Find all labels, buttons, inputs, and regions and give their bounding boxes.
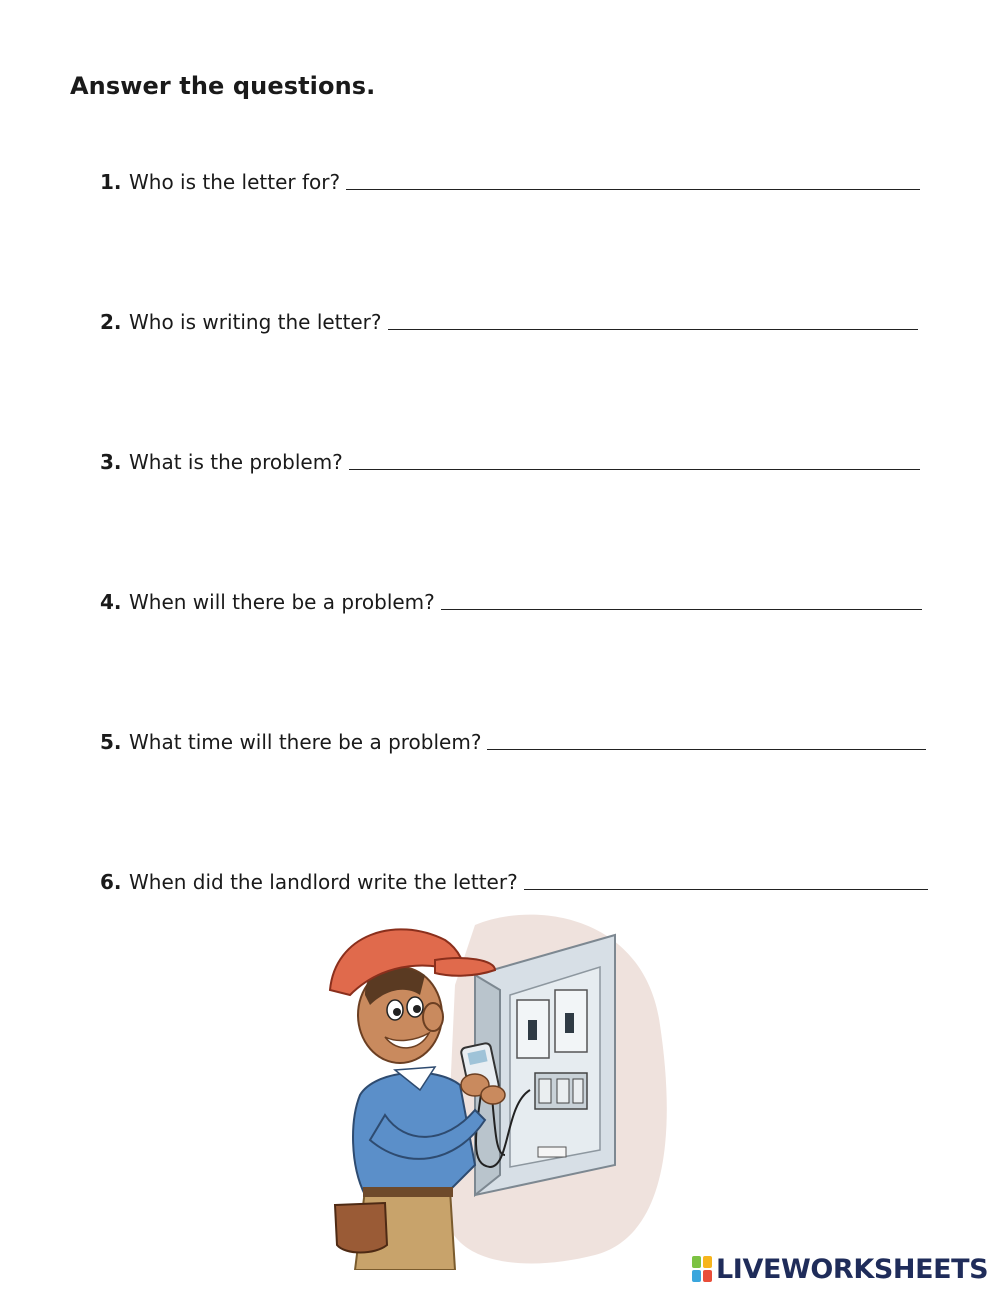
- question-1: [100, 166, 920, 194]
- question-6: [100, 866, 928, 894]
- question-5: [100, 726, 926, 754]
- brand-name: LIVEWORKSHEETS: [716, 1253, 989, 1285]
- liveworksheets-logo-icon: [692, 1256, 712, 1282]
- answer-line-4[interactable]: [441, 609, 922, 610]
- question-number: 6.: [100, 870, 122, 894]
- question-text: When will there be a problem?: [129, 590, 435, 614]
- question-text: Who is the letter for?: [129, 170, 341, 194]
- question-text: What time will there be a problem?: [129, 730, 482, 754]
- question-number: 4.: [100, 590, 122, 614]
- question-text: When did the landlord write the letter?: [129, 870, 518, 894]
- answer-line-2[interactable]: [388, 329, 918, 330]
- question-2: [100, 306, 918, 334]
- answer-line-1[interactable]: [346, 189, 920, 190]
- question-number: 1.: [100, 170, 122, 194]
- brand-watermark: [692, 1252, 988, 1286]
- question-text: What is the problem?: [129, 450, 343, 474]
- question-text: Who is writing the letter?: [129, 310, 382, 334]
- question-number: 5.: [100, 730, 122, 754]
- question-4: [100, 586, 922, 614]
- answer-line-6[interactable]: [524, 889, 928, 890]
- answer-line-5[interactable]: [487, 749, 926, 750]
- electrician-icon: [325, 905, 675, 1270]
- page-title: Answer the questions.: [70, 72, 376, 100]
- question-number: 2.: [100, 310, 122, 334]
- question-number: 3.: [100, 450, 122, 474]
- question-3: [100, 446, 920, 474]
- answer-line-3[interactable]: [349, 469, 920, 470]
